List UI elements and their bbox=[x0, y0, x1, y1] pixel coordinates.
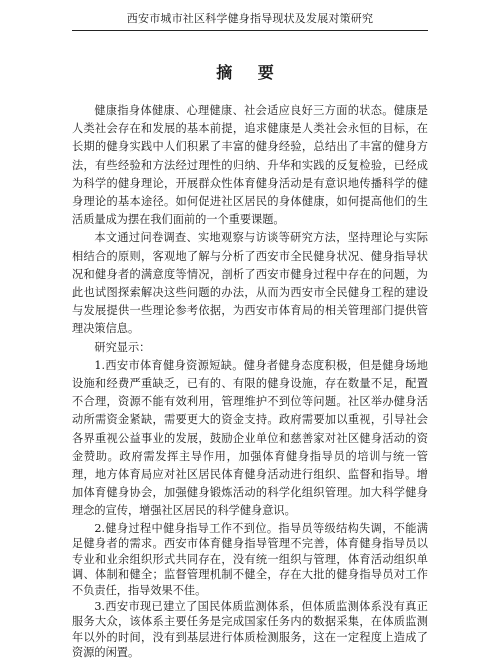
section-title: 摘 要 bbox=[216, 63, 284, 82]
paragraph-method: 本文通过问卷调查、实地观察与访谈等研究方法，坚持理论与实际相结合的原则，客观地了解与分析了西安市全民健身状况、健身指导状况和健身者的满意度等情况，剖析了西安市健身过程中存在的问题，为此也试图探索解决这些问题的办法，从而为西安市全民健身工程的建设与发展提供一些理论参考依据，为西安市体育局的相关管理部门提供管理决策信息。 bbox=[72, 231, 428, 336]
paragraph-intro: 健康指身体健康、心理健康、社会适应良好三方面的状态。健康是人类社会存在和发展的基本前提，追求健康是人类社会永恒的目标，在长期的健身实践中人们积累了丰富的健身经验，总结出了丰富的健身方法，有些经验和方法经过理性的归纳、升华和实践的反复检验，已经成为科学的健身理论，开展群众性体育健身活动是有意识地传播科学的健身理论的基本途径。如何促进社区居民的身体健康，如何提高他们的生活质量成为摆在我们面前的一个重要课题。 bbox=[72, 104, 428, 227]
paragraph-finding-2: 2.健身过程中健身指导工作不到位。指导员等级结构失调，不能满足健身者的需求。西安市体育健身指导管理不完善，体育健身指导员以专业和业余组织形式共同存在，没有统一组织与管理，体育活动组织单调、体制和健全；监督管理机制不健全，存在大批的健身指导员对工作不负责任，指导效果不佳。 bbox=[72, 521, 428, 598]
header-rule bbox=[72, 30, 428, 31]
paragraph-finding-1: 1.西安市体育健身资源短缺。健身者健身态度积极，但是健身场地设施和经费严重缺乏，已有的、有限的健身设施，存在数量不足，配置不合理，资源不能有效利用，管理维护不到位等问题。社区举办健身活动所需资金紧缺，需要更大的资金支持。政府需要加以重视，引导社会各界重视公益事业的发展，鼓励企业单位和慈善家对社区健身活动的资金赞助。政府需发挥主导作用，加强体育健身指导员的培训与统一管理，地方体育局应对社区居民体育健身活动进行组织、监督和指导。增加体育健身协会，加强健身锻炼活动的科学化组织管理。加大科学健身理念的宣传，增强社区居民的科学健身意识。 bbox=[72, 358, 428, 518]
abstract-body bbox=[72, 102, 428, 661]
running-header: 西安市城市社区科学健身指导现状及发展对策研究 bbox=[126, 12, 374, 25]
paragraph-finding-3: 3.西安市现已建立了国民体质监测体系，但体质监测体系没有真正服务大众，该体系主要任务是完成国家任务内的数据采集，在体质监测年以外的时间，没有到基层进行体质检测服务，这在一定程度上造成了资源的闲置。 bbox=[72, 599, 428, 660]
paragraph-findings-heading: 研究显示： bbox=[94, 340, 151, 354]
